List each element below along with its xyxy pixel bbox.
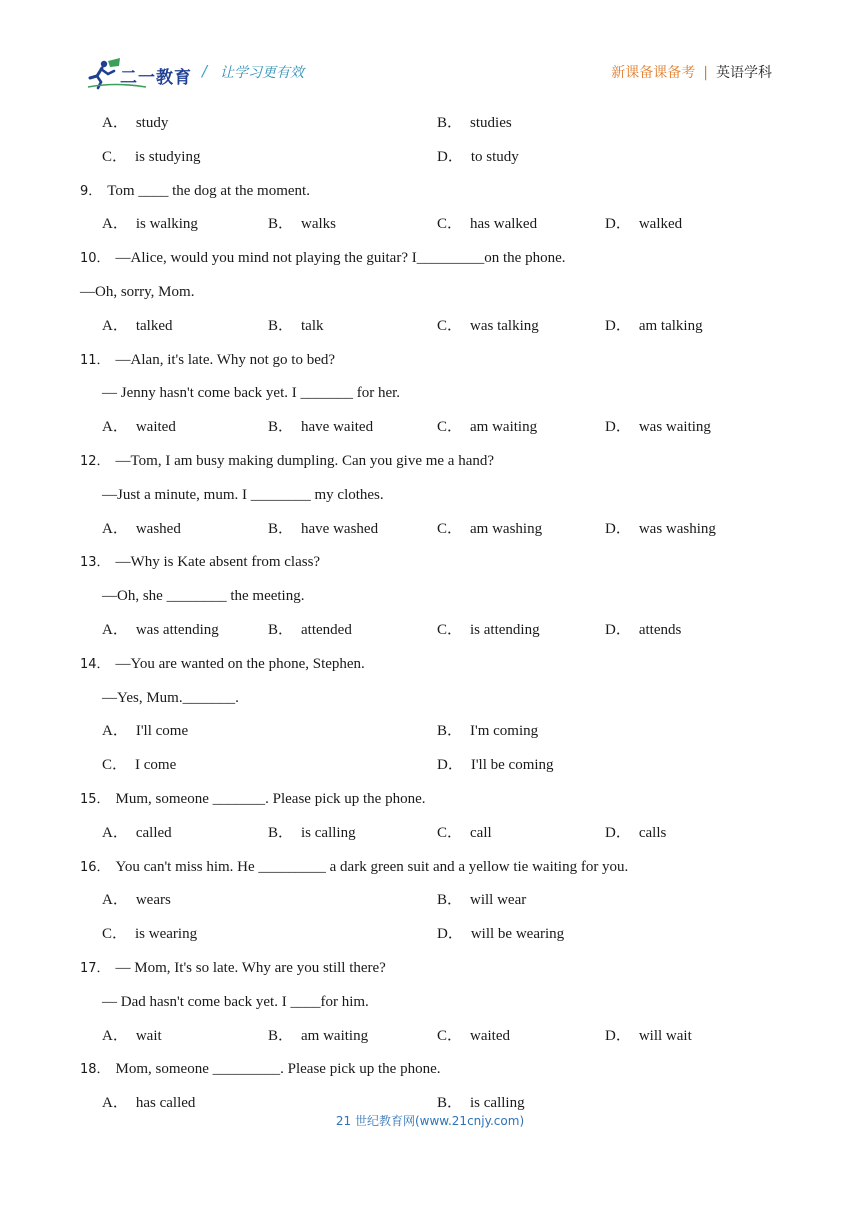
question-q13 [80, 547, 780, 648]
question-dialogue-line [80, 378, 780, 412]
question-number: 16． [80, 859, 110, 875]
question-text: Mum, someone _______. Please pick up the phone. [115, 790, 426, 807]
options-row [80, 1021, 780, 1055]
subject-label: 英语学科 [716, 65, 772, 81]
question-stem [80, 243, 780, 277]
header-slogan: 让学习更有效 [220, 65, 304, 81]
option-text: to study [470, 148, 519, 165]
options-row [80, 108, 780, 142]
option-text: I'm coming [470, 723, 539, 740]
option-b[interactable] [268, 1021, 368, 1051]
option-c[interactable] [437, 818, 492, 848]
option-label: D． [605, 216, 631, 233]
option-label: B． [268, 317, 294, 334]
question-list [80, 108, 780, 1122]
options-row [80, 750, 780, 784]
question-text: —Why is Kate absent from class? [115, 554, 321, 571]
option-text: wait [135, 1027, 162, 1044]
option-text: was washing [638, 520, 716, 537]
option-label: D． [605, 1027, 631, 1044]
option-label: A． [102, 520, 128, 537]
option-label: A． [102, 317, 128, 334]
option-label: C． [437, 824, 463, 841]
option-text: has called [135, 1095, 196, 1112]
question-number: 15． [80, 791, 110, 807]
question-dialogue-line [80, 277, 780, 311]
option-label: B． [268, 520, 294, 537]
option-label: A． [102, 115, 128, 131]
question-stem [80, 784, 780, 818]
option-label: C． [102, 148, 128, 165]
question-stem [80, 176, 780, 210]
option-text: call [470, 824, 492, 841]
option-text: will be wearing [470, 926, 565, 943]
options-row [80, 311, 780, 345]
option-label: B． [437, 892, 463, 909]
page-footer: 21 世纪教育网(www.21cnjy.com) [335, 1114, 525, 1128]
option-text: calls [638, 824, 667, 841]
question-dialogue-line [80, 987, 780, 1021]
option-b[interactable] [268, 412, 373, 442]
option-text: am washing [470, 520, 543, 537]
options-row [80, 716, 780, 750]
option-text: attended [301, 621, 352, 638]
question-dialogue-line [80, 683, 780, 717]
question-number: 11． [80, 352, 110, 368]
option-text: study [135, 115, 169, 131]
header-slash: / [202, 62, 208, 80]
option-a[interactable] [102, 615, 219, 645]
question-number: 18． [80, 1062, 110, 1078]
option-label: D． [605, 621, 631, 638]
option-text: I'll come [135, 723, 189, 740]
option-text: talk [301, 317, 324, 334]
question-stem [80, 547, 780, 581]
question-number: 10． [80, 251, 110, 267]
course-label: 新课备课备考 [611, 65, 696, 81]
option-label: C． [437, 621, 463, 638]
option-d[interactable] [605, 514, 716, 544]
option-c[interactable] [437, 412, 537, 442]
option-label: B． [437, 115, 463, 131]
question-text: Mom, someone _________. Please pick up the phone. [115, 1061, 441, 1078]
question-stem [80, 1054, 780, 1088]
option-b[interactable] [268, 615, 352, 645]
option-label: C． [102, 757, 128, 774]
options-row [80, 514, 780, 548]
option-text: am waiting [470, 419, 538, 436]
question-number: 9． [80, 183, 102, 199]
option-text: attends [638, 621, 682, 638]
option-label: A． [102, 1027, 128, 1044]
option-label: C． [437, 520, 463, 537]
option-b[interactable] [268, 818, 356, 848]
question-text: —Alice, would you mind not playing the guitar? I_________on the phone. [115, 250, 566, 267]
options-row [80, 818, 780, 852]
option-label: D． [437, 757, 463, 774]
option-b[interactable] [437, 885, 526, 915]
option-text: will wear [470, 892, 527, 909]
question-stem [80, 345, 780, 379]
question-number: 13． [80, 555, 110, 571]
option-label: B． [268, 1027, 294, 1044]
option-label: B． [268, 216, 294, 233]
option-text: is calling [470, 1095, 525, 1112]
header-separator: | [703, 65, 708, 81]
option-b[interactable] [268, 209, 336, 239]
option-text: I come [135, 757, 177, 774]
option-label: B． [268, 824, 294, 841]
option-text: washed [135, 520, 181, 537]
option-text: I'll be coming [470, 757, 554, 774]
question-text: — Jenny hasn't come back yet. I _______ for her. [102, 385, 401, 402]
option-c[interactable] [437, 311, 539, 341]
question-stem [80, 852, 780, 886]
question-q9 [80, 176, 780, 244]
option-text: have waited [301, 419, 374, 436]
question-q15 [80, 784, 780, 852]
option-text: called [135, 824, 172, 841]
option-label: C． [437, 1027, 463, 1044]
option-text: have washed [301, 520, 379, 537]
options-row [80, 209, 780, 243]
option-b[interactable] [437, 716, 538, 746]
option-label: B． [268, 621, 294, 638]
option-text: waited [135, 419, 176, 436]
option-a[interactable] [102, 311, 173, 341]
option-text: waited [470, 1027, 510, 1044]
option-text: has walked [470, 216, 538, 233]
question-text: —Oh, she ________ the meeting. [102, 588, 305, 605]
option-text: was talking [470, 317, 539, 334]
question-dialogue-line [80, 480, 780, 514]
option-d[interactable] [605, 311, 703, 341]
option-label: A． [102, 621, 128, 638]
option-a[interactable] [102, 209, 198, 239]
option-c[interactable] [437, 209, 537, 239]
page-header [0, 0, 860, 100]
option-d[interactable] [437, 750, 554, 780]
options-row [80, 919, 780, 953]
option-a[interactable] [102, 412, 176, 442]
options-row [80, 615, 780, 649]
question-stem [80, 649, 780, 683]
question-stem [80, 953, 780, 987]
option-b[interactable] [268, 514, 378, 544]
question-q16 [80, 852, 780, 953]
option-d[interactable] [605, 412, 711, 442]
question-text: —Tom, I am busy making dumpling. Can you give me a hand? [115, 452, 495, 469]
option-text: studies [470, 115, 512, 131]
option-label: A． [102, 1095, 128, 1112]
option-label: B． [268, 419, 294, 436]
option-label: A． [102, 723, 128, 740]
option-label: C． [437, 216, 463, 233]
option-text: walks [301, 216, 337, 233]
option-text: is walking [135, 216, 198, 233]
option-text: is calling [301, 824, 356, 841]
question-text: —Oh, sorry, Mom. [80, 283, 195, 300]
option-label: D． [437, 926, 463, 943]
option-d[interactable] [605, 209, 682, 239]
options-row [80, 885, 780, 919]
question-q14 [80, 649, 780, 784]
option-c[interactable] [437, 615, 540, 645]
option-a[interactable] [102, 885, 171, 915]
question-stem [80, 446, 780, 480]
question-q8-cont [80, 108, 780, 176]
option-b[interactable] [268, 311, 324, 341]
option-text: am waiting [301, 1027, 369, 1044]
option-d[interactable] [437, 919, 564, 949]
option-c[interactable] [102, 919, 197, 949]
option-label: D． [605, 824, 631, 841]
option-a[interactable] [102, 108, 168, 138]
question-text: — Mom, It's so late. Why are you still there? [115, 959, 386, 976]
option-c[interactable] [437, 1021, 510, 1051]
question-number: 12． [80, 453, 110, 469]
question-text: Tom ____ the dog at the moment. [107, 182, 310, 199]
options-row [80, 412, 780, 446]
question-text: — Dad hasn't come back yet. I ____for him. [102, 993, 369, 1010]
option-d[interactable] [605, 1021, 692, 1051]
option-a[interactable] [102, 514, 181, 544]
question-q10 [80, 243, 780, 344]
option-label: C． [102, 926, 128, 943]
option-a[interactable] [102, 818, 172, 848]
option-text: talked [135, 317, 173, 334]
option-text: is attending [470, 621, 540, 638]
option-label: D． [605, 317, 631, 334]
question-dialogue-line [80, 581, 780, 615]
option-d[interactable] [605, 615, 681, 645]
option-a[interactable] [102, 1021, 162, 1051]
option-label: C． [437, 419, 463, 436]
question-number: 14． [80, 656, 110, 672]
option-label: B． [437, 1095, 463, 1112]
option-c[interactable] [102, 142, 200, 172]
option-label: B． [437, 723, 463, 740]
option-d[interactable] [437, 142, 519, 172]
option-c[interactable] [437, 514, 542, 544]
option-text: am talking [638, 317, 703, 334]
option-a[interactable] [102, 716, 188, 746]
option-c[interactable] [102, 750, 176, 780]
option-text: walked [638, 216, 683, 233]
option-text: wears [135, 892, 171, 909]
option-b[interactable] [437, 108, 512, 138]
option-label: D． [437, 148, 463, 165]
option-text: will wait [638, 1027, 692, 1044]
question-text: You can't miss him. He _________ a dark green suit and a yellow tie waiting for you. [115, 858, 629, 875]
question-q11 [80, 345, 780, 446]
question-q12 [80, 446, 780, 547]
option-text: is wearing [135, 926, 198, 943]
question-text: —You are wanted on the phone, Stephen. [115, 655, 365, 672]
option-label: A． [102, 216, 128, 233]
question-number: 17． [80, 960, 110, 976]
options-row [80, 142, 780, 176]
header-right [611, 62, 772, 82]
option-text: was waiting [638, 419, 711, 436]
question-text: —Yes, Mum._______. [102, 689, 239, 706]
question-text: —Just a minute, mum. I ________ my clothes. [102, 486, 384, 503]
option-label: D． [605, 520, 631, 537]
option-label: A． [102, 419, 128, 436]
option-label: D． [605, 419, 631, 436]
option-text: is studying [135, 148, 201, 165]
option-d[interactable] [605, 818, 666, 848]
option-label: A． [102, 892, 128, 909]
option-label: A． [102, 824, 128, 841]
logo-text: 二一教育 [120, 68, 192, 88]
question-q17 [80, 953, 780, 1054]
question-text: —Alan, it's late. Why not go to bed? [115, 351, 336, 368]
option-label: C． [437, 317, 463, 334]
option-text: was attending [135, 621, 219, 638]
